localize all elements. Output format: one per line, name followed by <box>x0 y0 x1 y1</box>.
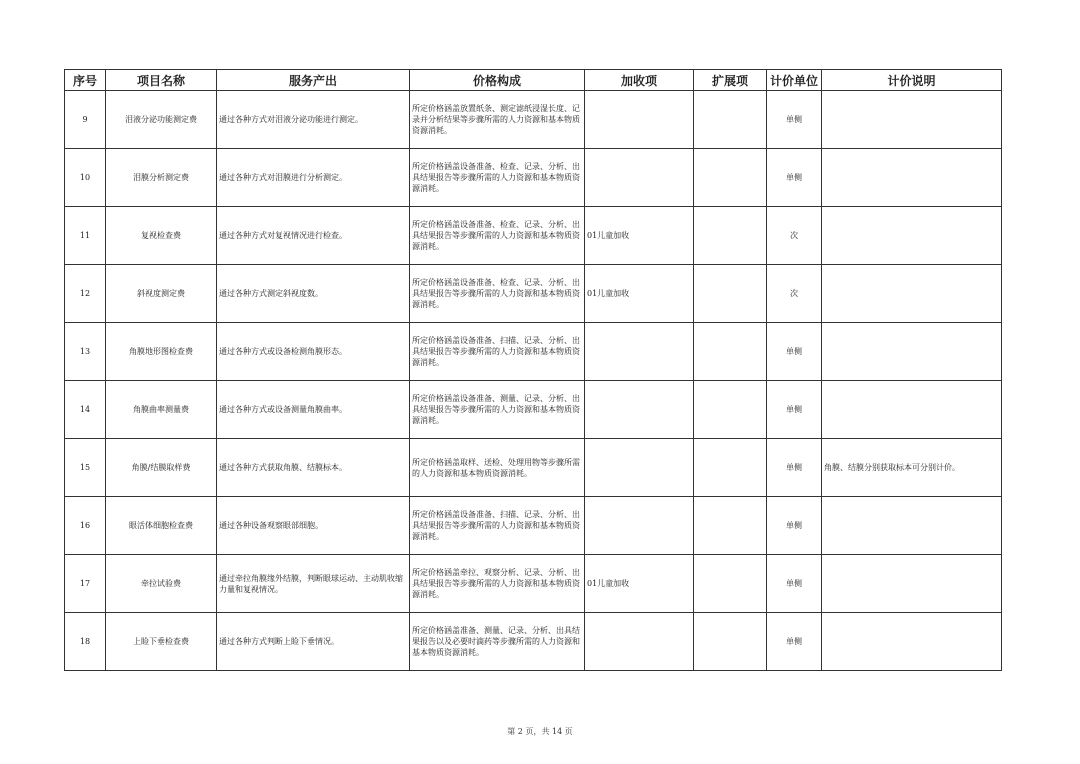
cell-billing-unit: 单侧 <box>767 149 822 207</box>
cell-billing-note <box>822 149 1002 207</box>
cell-billing-unit: 次 <box>767 207 822 265</box>
cell-price-composition: 所定价格涵盖设备准备、扫描、记录、分析、出具结果报告等步骤所需的人力资源和基本物质资源消耗。 <box>410 497 585 555</box>
cell-surcharge <box>585 323 694 381</box>
cell-price-composition: 所定价格涵盖设备准备、检查、记录、分析、出具结果报告等步骤所需的人力资源和基本物质资源消耗。 <box>410 265 585 323</box>
cell-billing-note <box>822 381 1002 439</box>
table-row <box>65 381 1002 439</box>
cell-extension <box>694 439 767 497</box>
cell-serial-no: 14 <box>65 381 106 439</box>
cell-item-name: 斜视度测定费 <box>106 265 217 323</box>
table-row <box>65 555 1002 613</box>
cell-service-output: 通过各种方式获取角膜、结膜标本。 <box>217 439 410 497</box>
cell-item-name: 角膜/结膜取样费 <box>106 439 217 497</box>
cell-price-composition: 所定价格涵盖设备准备、测量、记录、分析、出具结果报告等步骤所需的人力资源和基本物质资源消耗。 <box>410 381 585 439</box>
cell-serial-no: 18 <box>65 613 106 671</box>
table-row <box>65 497 1002 555</box>
cell-item-name: 泪液分泌功能测定费 <box>106 91 217 149</box>
cell-service-output: 通过各种方式或设备检测角膜形态。 <box>217 323 410 381</box>
cell-serial-no: 17 <box>65 555 106 613</box>
cell-billing-note <box>822 207 1002 265</box>
cell-item-name: 角膜地形图检查费 <box>106 323 217 381</box>
cell-extension <box>694 265 767 323</box>
cell-extension <box>694 149 767 207</box>
cell-surcharge <box>585 381 694 439</box>
cell-billing-unit: 次 <box>767 265 822 323</box>
cell-billing-note <box>822 265 1002 323</box>
cell-billing-note <box>822 497 1002 555</box>
table-row <box>65 613 1002 671</box>
cell-billing-unit: 单侧 <box>767 323 822 381</box>
table-row <box>65 149 1002 207</box>
header-service-output: 服务产出 <box>217 70 410 91</box>
cell-item-name: 眼活体细胞检查费 <box>106 497 217 555</box>
cell-serial-no: 15 <box>65 439 106 497</box>
cell-price-composition: 所定价格涵盖放置纸条、测定滤纸浸湿长度、记录并分析结果等步骤所需的人力资源和基本物质资源消耗。 <box>410 91 585 149</box>
cell-extension <box>694 207 767 265</box>
cell-billing-unit: 单侧 <box>767 555 822 613</box>
cell-billing-note <box>822 555 1002 613</box>
cell-service-output: 通过各种方式判断上睑下垂情况。 <box>217 613 410 671</box>
header-billing-unit: 计价单位 <box>767 70 822 91</box>
cell-billing-note <box>822 91 1002 149</box>
cell-price-composition: 所定价格涵盖设备准备、检查、记录、分析、出具结果报告等步骤所需的人力资源和基本物质资源消耗。 <box>410 149 585 207</box>
cell-item-name: 泪膜分析测定费 <box>106 149 217 207</box>
header-surcharge: 加收项 <box>585 70 694 91</box>
cell-item-name: 上睑下垂检查费 <box>106 613 217 671</box>
cell-billing-note <box>822 323 1002 381</box>
cell-item-name: 角膜曲率测量费 <box>106 381 217 439</box>
cell-price-composition: 所定价格涵盖设备准备、扫描、记录、分析、出具结果报告等步骤所需的人力资源和基本物质资源消耗。 <box>410 323 585 381</box>
cell-surcharge <box>585 149 694 207</box>
cell-service-output: 通过牵拉角膜缘外结膜，判断眼球运动、主动肌收缩力量和复视情况。 <box>217 555 410 613</box>
header-billing-note: 计价说明 <box>822 70 1002 91</box>
cell-serial-no: 13 <box>65 323 106 381</box>
cell-surcharge: 01儿童加收 <box>585 555 694 613</box>
cell-extension <box>694 555 767 613</box>
cell-billing-unit: 单侧 <box>767 497 822 555</box>
cell-serial-no: 12 <box>65 265 106 323</box>
cell-billing-unit: 单侧 <box>767 439 822 497</box>
cell-extension <box>694 91 767 149</box>
cell-price-composition: 所定价格涵盖设备准备、检查、记录、分析、出具结果报告等步骤所需的人力资源和基本物质资源消耗。 <box>410 207 585 265</box>
page-number-footer: 第 2 页，共 14 页 <box>507 727 573 736</box>
cell-price-composition: 所定价格涵盖准备、测量、记录、分析、出具结果报告以及必要时滴药等步骤所需的人力资源和基本物质资源消耗。 <box>410 613 585 671</box>
cell-service-output: 通过各种方式对复视情况进行检查。 <box>217 207 410 265</box>
cell-surcharge: 01儿童加收 <box>585 265 694 323</box>
cell-item-name: 牵拉试验费 <box>106 555 217 613</box>
cell-surcharge <box>585 497 694 555</box>
price-table <box>64 69 1002 671</box>
cell-surcharge <box>585 613 694 671</box>
cell-service-output: 通过各种方式或设备测量角膜曲率。 <box>217 381 410 439</box>
header-serial-no: 序号 <box>65 70 106 91</box>
table-row <box>65 207 1002 265</box>
cell-billing-unit: 单侧 <box>767 91 822 149</box>
cell-serial-no: 10 <box>65 149 106 207</box>
cell-extension <box>694 381 767 439</box>
cell-serial-no: 9 <box>65 91 106 149</box>
price-table-sheet <box>64 69 1001 671</box>
cell-service-output: 通过各种设备观察眼部细胞。 <box>217 497 410 555</box>
cell-price-composition: 所定价格涵盖牵拉、观察分析、记录、分析、出具结果报告等步骤所需的人力资源和基本物质资源消耗。 <box>410 555 585 613</box>
cell-surcharge <box>585 439 694 497</box>
cell-surcharge: 01儿童加收 <box>585 207 694 265</box>
cell-serial-no: 16 <box>65 497 106 555</box>
cell-surcharge <box>585 91 694 149</box>
table-header-row <box>65 70 1002 91</box>
cell-service-output: 通过各种方式测定斜视度数。 <box>217 265 410 323</box>
cell-billing-unit: 单侧 <box>767 613 822 671</box>
cell-billing-note <box>822 613 1002 671</box>
cell-serial-no: 11 <box>65 207 106 265</box>
table-row <box>65 439 1002 497</box>
cell-extension <box>694 613 767 671</box>
cell-billing-note: 角膜、结膜分别获取标本可分别计价。 <box>822 439 1002 497</box>
table-row <box>65 323 1002 381</box>
cell-extension <box>694 497 767 555</box>
cell-billing-unit: 单侧 <box>767 381 822 439</box>
cell-price-composition: 所定价格涵盖取样、送检、处理用物等步骤所需的人力资源和基本物质资源消耗。 <box>410 439 585 497</box>
table-row <box>65 265 1002 323</box>
header-item-name: 项目名称 <box>106 70 217 91</box>
cell-extension <box>694 323 767 381</box>
header-extension: 扩展项 <box>694 70 767 91</box>
header-price-composition: 价格构成 <box>410 70 585 91</box>
cell-service-output: 通过各种方式对泪液分泌功能进行测定。 <box>217 91 410 149</box>
cell-item-name: 复视检查费 <box>106 207 217 265</box>
cell-service-output: 通过各种方式对泪膜进行分析测定。 <box>217 149 410 207</box>
table-row <box>65 91 1002 149</box>
